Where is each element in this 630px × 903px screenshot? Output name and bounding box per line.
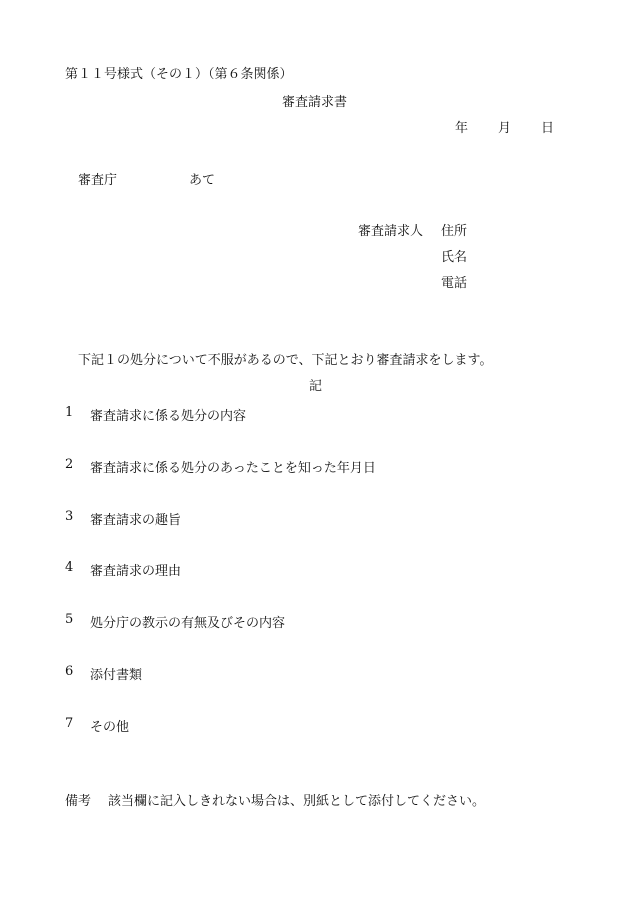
intro-statement: 下記１の処分について不服があるので、下記とおり審査請求をします。 bbox=[78, 353, 493, 368]
item-number: 2 bbox=[65, 457, 74, 472]
requester-name-label: 氏名 bbox=[441, 250, 468, 265]
note-text: 該当欄に記入しきれない場合は、別紙として添付してください。 bbox=[108, 794, 486, 809]
list-item bbox=[65, 612, 585, 631]
date-month-label: 月 bbox=[498, 121, 512, 136]
list-item bbox=[65, 405, 585, 424]
item-number: 6 bbox=[65, 664, 74, 679]
item-text: 処分庁の教示の有無及びその内容 bbox=[90, 616, 286, 631]
item-text: 審査請求に係る処分のあったことを知った年月日 bbox=[90, 461, 376, 476]
list-item bbox=[65, 509, 585, 528]
item-number: 1 bbox=[65, 405, 74, 420]
date-year-label: 年 bbox=[455, 121, 469, 136]
ki-heading: 記 bbox=[309, 379, 323, 394]
list-item bbox=[65, 457, 585, 476]
item-text: 添付書類 bbox=[90, 668, 143, 683]
requester-phone-label: 電話 bbox=[441, 276, 468, 291]
item-number: 4 bbox=[65, 560, 74, 575]
item-text: 審査請求の趣旨 bbox=[90, 513, 182, 528]
item-number: 5 bbox=[65, 612, 74, 627]
requester-label: 審査請求人 bbox=[358, 224, 424, 239]
date-line bbox=[455, 121, 565, 137]
note-label: 備考 bbox=[65, 794, 92, 809]
item-text: その他 bbox=[90, 720, 130, 735]
form-header: 第１１号様式（その１）（第６条関係） bbox=[65, 67, 293, 82]
list-item bbox=[65, 560, 585, 579]
item-number: 7 bbox=[65, 716, 74, 731]
item-text: 審査請求の理由 bbox=[90, 564, 182, 579]
item-number: 3 bbox=[65, 509, 74, 524]
addressee-office: 審査庁 bbox=[78, 173, 118, 188]
date-day-label: 日 bbox=[541, 121, 555, 136]
addressee-suffix: あて bbox=[189, 173, 216, 188]
item-text: 審査請求に係る処分の内容 bbox=[90, 409, 247, 424]
requester-address-label: 住所 bbox=[441, 224, 468, 239]
list-item bbox=[65, 716, 585, 735]
list-item bbox=[65, 664, 585, 683]
document-title: 審査請求書 bbox=[282, 95, 348, 110]
